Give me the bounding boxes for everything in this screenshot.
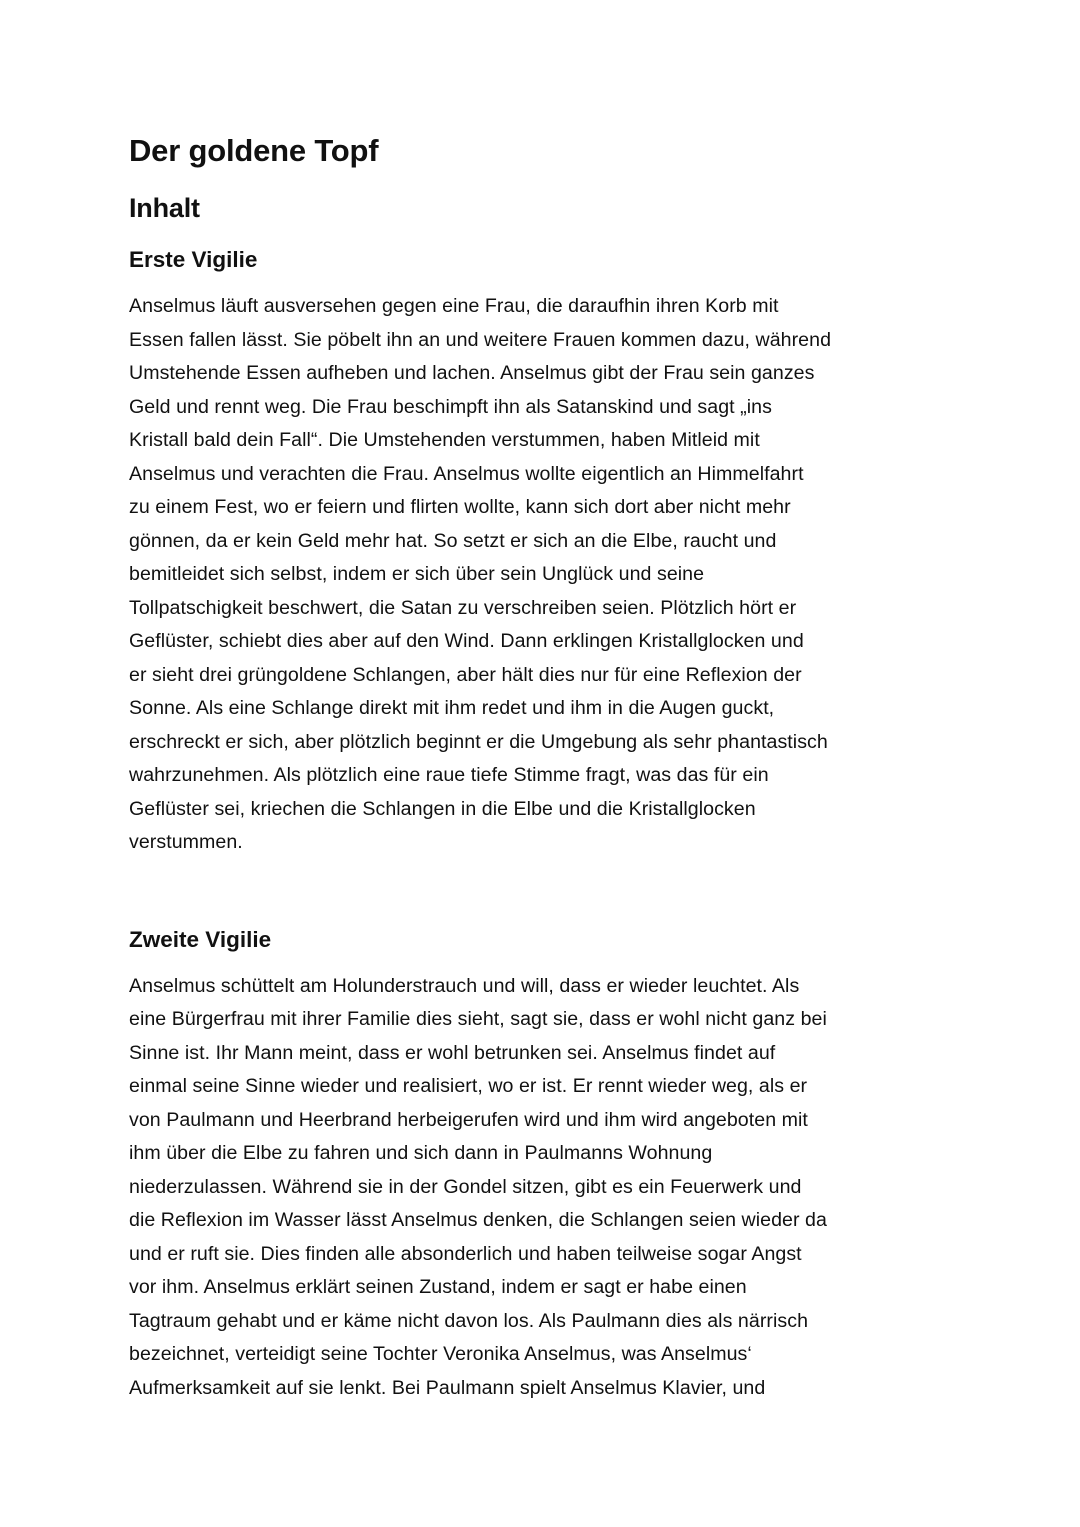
text-line: Kristall bald dein Fall“. Die Umstehenden verstummen, haben Mitleid mit <box>129 429 760 451</box>
chapter-heading-erste: Erste Vigilie <box>129 247 258 272</box>
text-line: Tagtraum gehabt und er käme nicht davon los. Als Paulmann dies als närrisch <box>129 1309 809 1332</box>
text-line: eine Bürgerfrau mit ihrer Familie dies sieht, sagt sie, dass er wohl nicht ganz bei <box>129 1008 827 1030</box>
document-title: Der goldene Topf <box>129 133 379 168</box>
text-line: Umstehende Essen aufheben und lachen. Anselmus gibt der Frau sein ganzes <box>129 362 815 384</box>
text-line: er sieht drei grüngoldene Schlangen, aber hält dies nur für eine Reflexion der <box>129 663 802 686</box>
text-line: vor ihm. Anselmus erklärt seinen Zustand, indem er sagt er habe einen <box>129 1276 747 1298</box>
text-line: Sinne ist. Ihr Mann meint, dass er wohl betrunken sei. Anselmus findet auf <box>129 1041 776 1064</box>
text-line: Anselmus schüttelt am Holunderstrauch und will, dass er wieder leuchtet. Als <box>129 974 800 997</box>
text-line: verstummen. <box>129 831 243 853</box>
text-line: niederzulassen. Während sie in der Gondel sitzen, gibt es ein Feuerwerk und <box>129 1175 802 1198</box>
text-line: wahrzunehmen. Als plötzlich eine raue tiefe Stimme fragt, was das für ein <box>129 764 769 786</box>
text-line: Geflüster sei, kriechen die Schlangen in die Elbe und die Kristallglocken <box>129 797 756 820</box>
text-line: gönnen, da er kein Geld mehr hat. So setzt er sich an die Elbe, raucht und <box>129 529 777 552</box>
text-line: ihm über die Elbe zu fahren und sich dann in Paulmanns Wohnung <box>129 1142 713 1164</box>
text-line: Essen fallen lässt. Sie pöbelt ihn an und weitere Frauen kommen dazu, während <box>129 328 832 351</box>
text-line: bezeichnet, verteidigt seine Tochter Veronika Anselmus, was Anselmus‘ <box>129 1343 752 1365</box>
text-line: Geflüster, schiebt dies aber auf den Wind. Dann erklingen Kristallglocken und <box>129 630 804 652</box>
document-page <box>129 128 959 1405</box>
text-line: Aufmerksamkeit auf sie lenkt. Bei Paulmann spielt Anselmus Klavier, und <box>129 1376 766 1399</box>
text-line: erschreckt er sich, aber plötzlich beginnt er die Umgebung als sehr phantastisch <box>129 730 828 753</box>
text-line: die Reflexion im Wasser lässt Anselmus denken, die Schlangen seien wieder da <box>129 1209 827 1231</box>
text-line: Sonne. Als eine Schlange direkt mit ihm redet und ihm in die Augen guckt, <box>129 697 775 719</box>
text-line: und er ruft sie. Dies finden alle absonderlich und haben teilweise sogar Angst <box>129 1242 802 1265</box>
chapter-heading-zweite: Zweite Vigilie <box>129 926 272 952</box>
section-heading: Inhalt <box>129 193 200 223</box>
text-line: Anselmus läuft ausversehen gegen eine Frau, die daraufhin ihren Korb mit <box>129 295 779 317</box>
text-line: einmal seine Sinne wieder und realisiert, wo er ist. Er rennt wieder weg, als er <box>129 1075 808 1097</box>
text-line: von Paulmann und Heerbrand herbeigerufen wird und ihm wird angeboten mit <box>129 1108 808 1131</box>
chapter-body-erste <box>129 290 959 860</box>
text-line: bemitleidet sich selbst, indem er sich über sein Unglück und seine <box>129 563 705 585</box>
text-line: Tollpatschigkeit beschwert, die Satan zu verschreiben seien. Plötzlich hört er <box>129 596 797 619</box>
text-line: zu einem Fest, wo er feiern und flirten wollte, kann sich dort aber nicht mehr <box>129 496 791 518</box>
text-line: Geld und rennt weg. Die Frau beschimpft ihn als Satanskind und sagt „ins <box>129 395 772 418</box>
text-line: Anselmus und verachten die Frau. Anselmus wollte eigentlich an Himmelfahrt <box>129 462 804 485</box>
chapter-body-zweite <box>129 970 959 1406</box>
